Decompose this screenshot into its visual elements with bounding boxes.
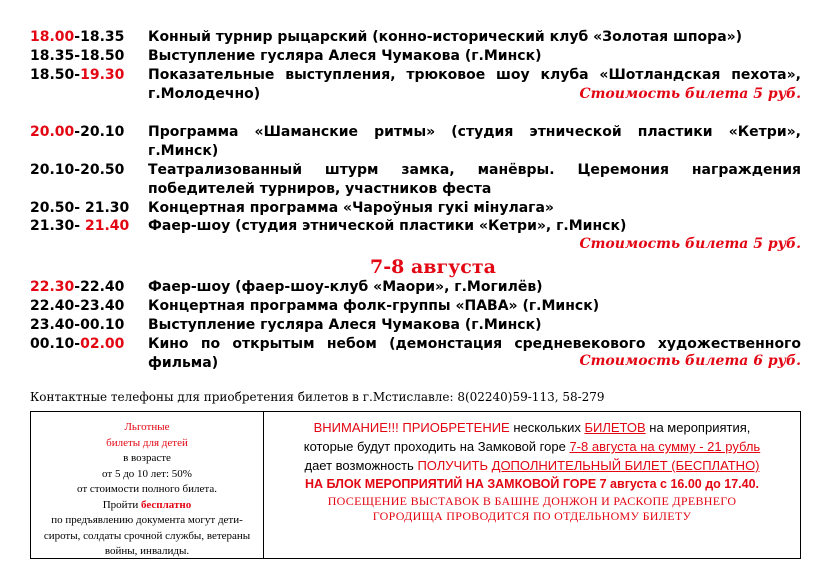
start-time: 18.35: [30, 48, 75, 64]
event-description: Выступление гусляра Алеся Чумакова (г.Минск): [148, 317, 542, 333]
time-separator: -: [74, 124, 81, 140]
start-time: 23.40: [30, 317, 75, 333]
event-description: Программа «Шаманские ритмы» (студия этнической пластики «Кетри», г.Минск): [148, 124, 801, 159]
time-separator: -: [74, 29, 81, 45]
event-time: [30, 161, 148, 180]
event-time: [30, 335, 148, 354]
promo-note: ПОСЕЩЕНИЕ ВЫСТАВОК В БАШНЕ ДОНЖОН И РАСКОПЕ ДРЕВНЕГО ГОРОДИЩА ПРОВОДИТСЯ ПО ОТДЕЛЬНОМУ БИЛЕТУ: [327, 494, 737, 523]
event-time: [30, 123, 148, 142]
promo-line-1: ВНИМАНИЕ!!! ПРИОБРЕТЕНИЕ нескольких БИЛЕТОВ на мероприятия,: [313, 420, 751, 435]
time-separator: -: [74, 218, 85, 234]
event-description: Фаер-шоу (фаер-шоу-клуб «Маори», г.Могилёв): [148, 279, 543, 295]
event-time: [30, 278, 148, 297]
discount-age-range: от 5 до 10 лет: 50%: [102, 467, 192, 480]
end-time: 19.30: [80, 67, 125, 83]
end-time: 20.10: [80, 124, 125, 140]
time-separator: -: [74, 200, 85, 216]
end-time: 21.30: [84, 200, 130, 216]
contacts-line: Контактные телефоны для приобретения билетов в г.Мстиславле: 8(02240)59-113, 58-279: [30, 390, 605, 404]
event-description: Театрализованный штурм замка, манёвры. Церемония награждения победителей турниров, участников феста: [148, 162, 801, 197]
time-separator: -: [74, 298, 81, 314]
discount-free-eligible: по предъявлению документа могут дети-сироты, солдаты срочной службы, ветераны войны, инвалиды.: [43, 514, 251, 557]
discount-title: Льготные: [124, 421, 170, 433]
start-time: 20.50: [30, 200, 75, 216]
end-time: 00.10: [80, 317, 125, 333]
promo-extra-ticket: ДОПОЛНИТЕЛЬНЫЙ БИЛЕТ (БЕСПЛАТНО): [491, 458, 760, 473]
discount-box: [30, 411, 264, 559]
event-description: Кино по открытым небом (демонстация средневекового художественного фильма): [148, 336, 801, 371]
event-time: [30, 199, 148, 218]
event-time: [30, 297, 148, 316]
end-time: 21.40: [84, 218, 130, 234]
time-separator: -: [74, 48, 81, 64]
start-time: 20.00: [30, 124, 75, 140]
event-time: [30, 66, 148, 85]
promo-get: ПОЛУЧИТЬ: [417, 458, 492, 473]
promo-block: НА БЛОК МЕРОПРИЯТИЙ НА ЗАМКОВОЙ ГОРЕ 7 августа с 16.00 до 17.40.: [304, 477, 760, 491]
start-time: 18.00: [30, 29, 75, 45]
ticket-price: Стоимость билета 5 руб.: [579, 236, 801, 252]
time-separator: -: [74, 162, 81, 178]
event-description: Выступление гусляра Алеся Чумакова (г.Минск): [148, 48, 542, 64]
promo-line-2: которые будут проходить на Замковой горе 7-8 августа на сумму - 21 рубль: [303, 439, 761, 454]
event-description: Показательные выступления, трюковое шоу клуба «Шотландская пехота», г.Молодечно): [148, 67, 801, 102]
free-label: бесплатно: [141, 498, 192, 511]
end-time: 20.50: [80, 162, 125, 178]
start-time: 00.10: [30, 336, 75, 352]
ticket-price: Стоимость билета 6 руб.: [579, 353, 801, 369]
promo-line-3: дает возможность ПОЛУЧИТЬ ДОПОЛНИТЕЛЬНЫЙ БИЛЕТ (БЕСПЛАТНО): [304, 458, 760, 473]
promo-sum: 7-8 августа на сумму - 21 рубль: [569, 439, 761, 454]
end-time: 02.00: [80, 336, 125, 352]
discount-free: Пройти бесплатно: [102, 498, 192, 511]
event-description: Концертная программа «Чароўныя гукі мінулага»: [148, 200, 554, 216]
start-time: 21.30: [30, 218, 75, 234]
event-description: Концертная программа фолк-группы «ПАВА» (г.Минск): [148, 298, 600, 314]
end-time: 22.40: [80, 279, 125, 295]
event-time: [30, 316, 148, 335]
event-time: [30, 217, 148, 236]
time-separator: -: [74, 336, 81, 352]
end-time: 18.35: [80, 29, 125, 45]
promo-box: [263, 411, 801, 559]
start-time: 18.50: [30, 67, 75, 83]
time-separator: -: [74, 317, 81, 333]
ticket-price: Стоимость билета 5 руб.: [579, 86, 801, 102]
event-description: Конный турнир рыцарский (конно-исторический клуб «Золотая шпора»): [148, 29, 743, 45]
time-separator: -: [74, 67, 81, 83]
promo-attention: ВНИМАНИЕ!!! ПРИОБРЕТЕНИЕ: [313, 420, 510, 435]
discount-age: в возрасте: [123, 452, 171, 464]
discount-children: билеты для детей: [106, 436, 188, 449]
event-description: Фаер-шоу (студия этнической пластики «Кетри», г.Минск): [148, 218, 627, 234]
start-time: 22.30: [30, 279, 75, 295]
end-time: 18.50: [80, 48, 125, 64]
time-separator: -: [74, 279, 81, 295]
event-time: [30, 28, 148, 47]
start-time: 20.10: [30, 162, 75, 178]
start-time: 22.40: [30, 298, 75, 314]
end-time: 23.40: [80, 298, 125, 314]
event-time: [30, 47, 148, 66]
promo-tickets: БИЛЕТОВ: [584, 420, 646, 435]
discount-full-price: от стоимости полного билета.: [77, 483, 217, 495]
day-heading: 7-8 августа: [370, 256, 496, 278]
